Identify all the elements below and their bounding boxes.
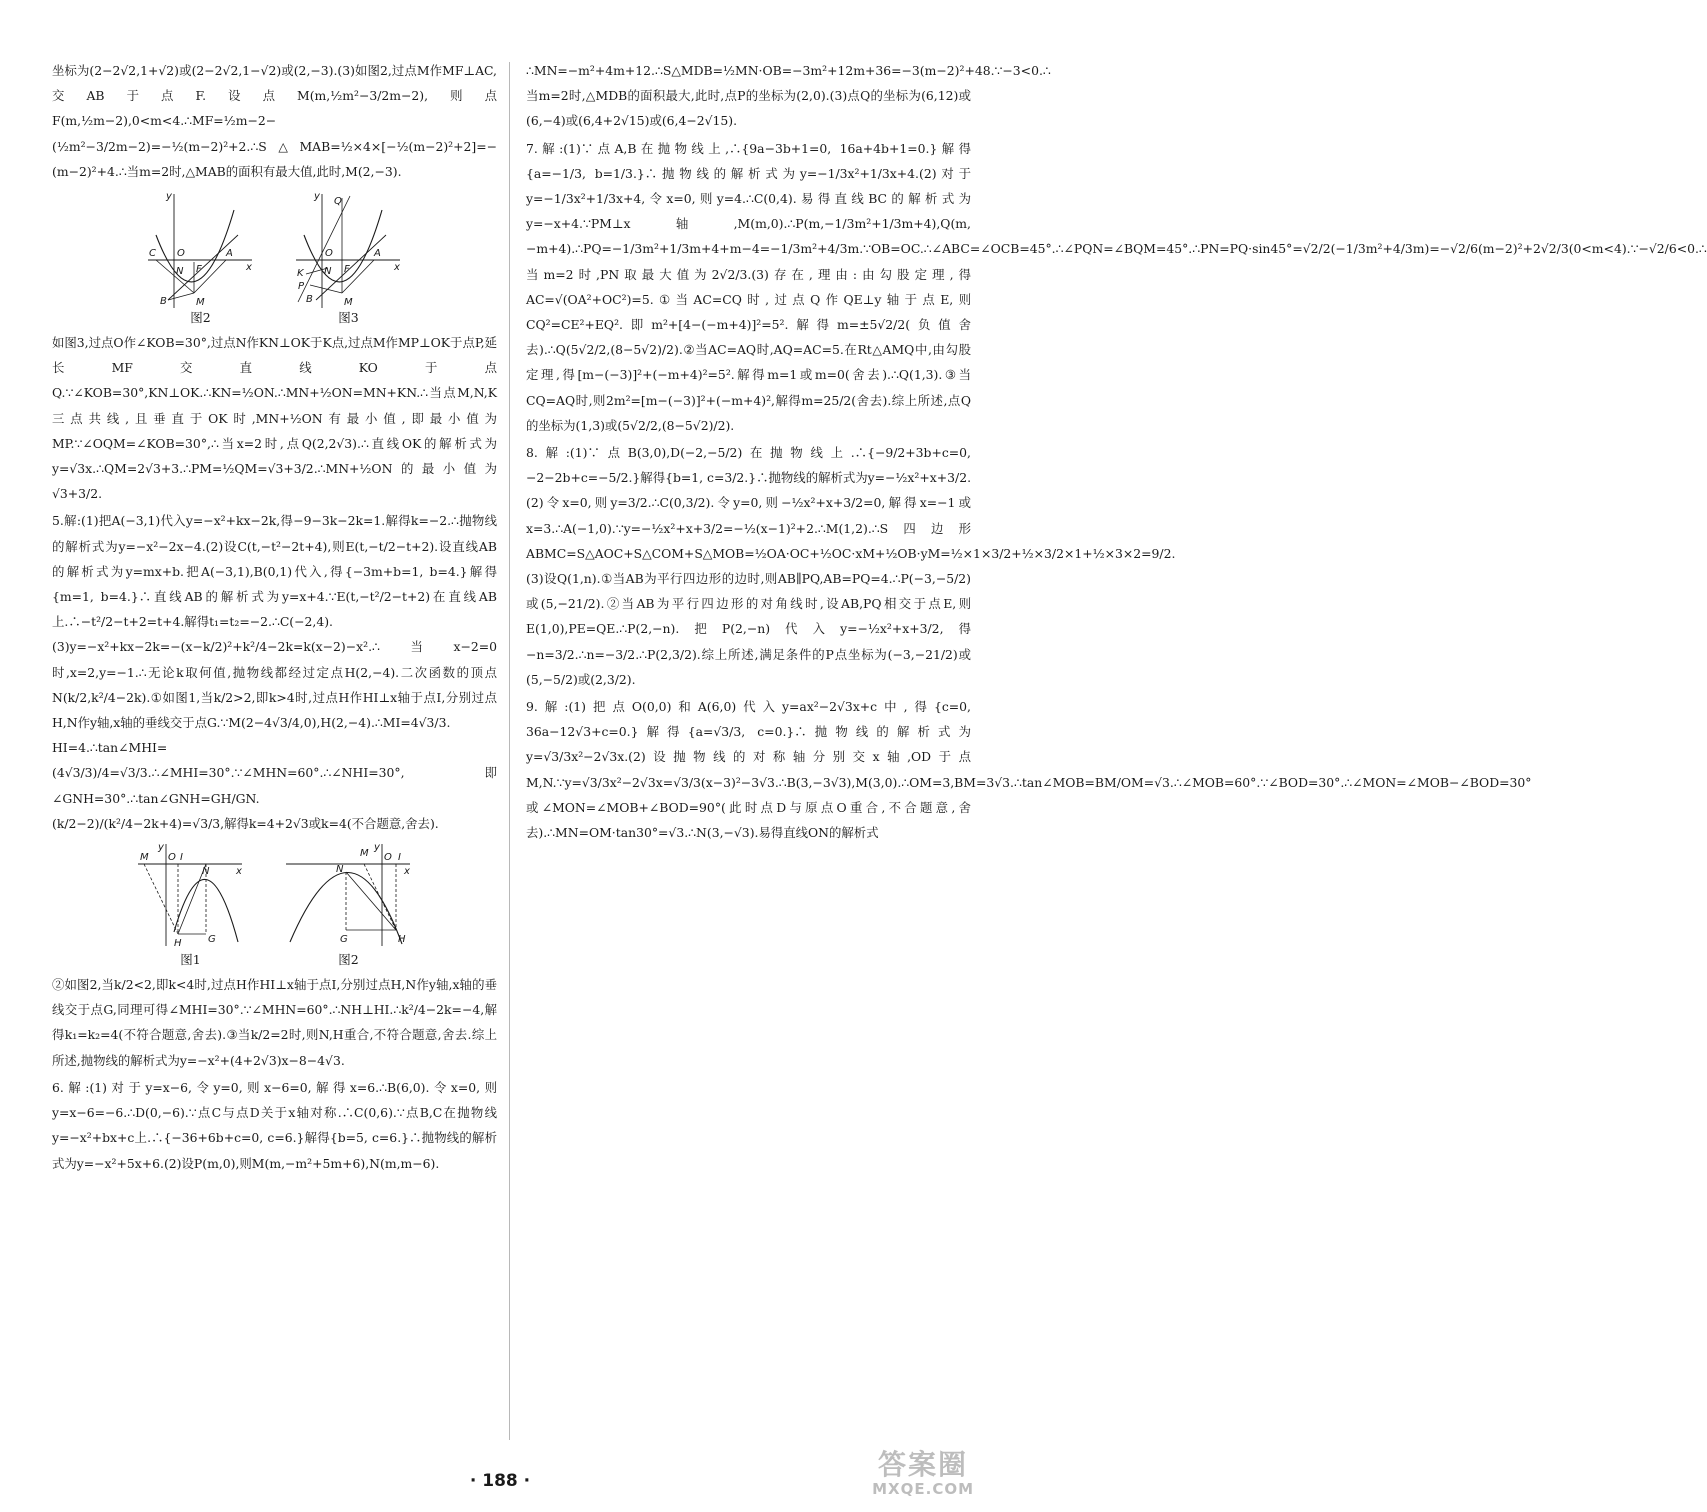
label-o: O [324, 248, 333, 260]
label-o: O [167, 852, 176, 864]
label-f: F [195, 264, 202, 276]
figure-row-top [52, 190, 497, 326]
label-x: x [403, 866, 410, 878]
problem-8: 8.解:(1)∵点B(3,0),D(−2,−5/2)在抛物线上.∴{−9/2+3b+c=0, −2−2b+c=−5/2.}解得{b=1, c=3/2.}∴抛物线的解析式为y=−½x²+x+3/2.(2)令x=0,则y=3/2.∴C(0,3/2).令y=0,则−½x²+x+3/2=0,解得x=−1或x=3.∴A(−1,0).∵y=−½x²+x+3/2=−½(x−1)²+2.∴M(1,2).∴S四边形ABMC=S△AOC+S△COM+S△MOB=½OA·OC+½OC·xM+½OB·yM=½×1×3/2+½×3/2×1+½×3×2=9/2.(3)设Q(1,n).①当AB为平行四边形的边时,则AB∥PQ,AB=PQ=4.∴P(−3,−5/2)或(5,−21/2).②当AB为平行四边形的对角线时,设AB,PQ相交于点E,则E(1,0),PE=QE.∴P(2,−n).把P(2,−n)代入y=−½x²+x+3/2,得−n=3/2.∴n=−3/2.∴P(2,3/2).综上所述,满足条件的P点坐标为(−3,−21/2)或(5,−5/2)或(2,3/2). [526, 445, 1176, 687]
figure-1-bottom [136, 842, 246, 968]
problem-5-part3-c: (k/2−2)/(k²/4−2k+4)=√3/3,解得k=4+2√3或k=4(不合题意,舍去). [52, 815, 439, 831]
figure-1-bottom-svg [136, 842, 246, 952]
left-column [52, 58, 497, 1176]
problem-6: 6.解:(1)对于y=x−6,令y=0,则x−6=0,解得x=6.∴B(6,0).令x=0,则y=x−6=−6.∴D(0,−6).∵点C与点D关于x轴对称.∴C(0,6).∵点B,C在抛物线y=−x²+bx+c上.∴{−36+6b+c=0, c=6.}解得{b=5, c=6.}∴抛物线的解析式为y=−x²+5x+6.(2)设P(m,0),则M(m,−m²+5m+6),N(m,m−6). [52, 1079, 497, 1171]
label-b: B [305, 294, 313, 306]
problem-7: 7.解:(1)∵点A,B在抛物线上,∴{9a−3b+1=0, 16a+4b+1=0.}解得{a=−1/3, b=1/3.}∴抛物线的解析式为y=−1/3x²+1/3x+4.(2)对于y=−1/3x²+1/3x+4,令x=0,则y=4.∴C(0,4).易得直线BC的解析式为y=−x+4.∵PM⊥x轴,M(m,0).∴P(m,−1/3m²+1/3m+4),Q(m,−m+4).∴PQ=−1/3m²+1/3m+4+m−4=−1/3m²+4/3m.∵OB=OC.∴∠ABC=∠OCB=45°.∴∠PQN=∠BQM=45°.∴PN=PQ·sin45°=√2/2(−1/3m²+4/3m)=−√2/6(m−2)²+2√2/3(0<m<4).∵−√2/6<0.∴当m=2时,PN取最大值为2√2/3.(3)存在,理由:由勾股定理,得AC=√(OA²+OC²)=5.①当AC=CQ时,过点Q作QE⊥y轴于点E,则CQ²=CE²+EQ².即m²+[4−(−m+4)]²=5².解得m=±5√2/2(负值舍去).∴Q(5√2/2,(8−5√2)/2).②当AC=AQ时,AQ=AC=5.在Rt△AMQ中,由勾股定理,得[m−(−3)]²+(−m+4)²=5².解得m=1或m=0(舍去).∴Q(1,3).③当CQ=AQ时,则2m²=[m−(−3)]²+(−m+4)²,解得m=25/2(舍去).综上所述,点Q的坐标为(1,3)或(5√2/2,(8−5√2)/2). [526, 140, 1707, 433]
page-number: · 188 · [469, 1471, 531, 1491]
label-f: F [343, 264, 350, 276]
label-c: C [148, 248, 156, 260]
label-n: N [323, 266, 331, 278]
label-x: x [235, 866, 242, 878]
figure-2-bottom [284, 842, 414, 968]
label-g: G [339, 934, 348, 946]
label-o: O [176, 248, 185, 260]
label-h: H [397, 934, 406, 946]
watermark [872, 1450, 974, 1498]
label-k: K [296, 268, 304, 280]
label-i: I [397, 852, 401, 864]
problem-4-figure3-text: 如图3,过点O作∠KOB=30°,过点N作KN⊥OK于K点,过点M作MP⊥OK于点P,延长MF交直线KO于点Q.∵∠KOB=30°,KN⊥OK.∴KN=½ON.∴MN+½ON=MN+KN.∴当点M,N,K三点共线,且垂直于OK时,MN+½ON有最小值,即最小值为MP.∵∠OQM=∠KOB=30°,∴当x=2时,点Q(2,2√3).∴直线OK的解析式为y=√3x.∴QM=2√3+3.∴PM=½QM=√3+3/2.∴MN+½ON的最小值为√3+3/2. [52, 335, 497, 502]
label-m: M [359, 848, 369, 860]
problem-5-part3-b: HI=4.∴tan∠MHI=(4√3/3)/4=√3/3.∴∠MHI=30°.∵∠MHN=60°.∴∠NHI=30°,即∠GNH=30°.∴tan∠GNH=GH/GN. [52, 740, 497, 806]
right-column [526, 58, 1707, 845]
label-q: Q [333, 196, 342, 208]
figure-2-bottom-svg [284, 842, 414, 952]
problem-5: 5.解:(1)把A(−3,1)代入y=−x²+kx−2k,得−9−3k−2k=1.解得k=−2.∴抛物线的解析式为y=−x²−2x−4.(2)设C(t,−t²−2t+4),则E(t,−t/2−t+2).设直线AB的解析式为y=mx+b.把A(−3,1),B(0,1)代入,得{−3m+b=1, b=4.}解得{m=1, b=4.}∴直线AB的解析式为y=x+4.∵E(t,−t²/2−t+2)在直线AB上.∴−t²/2−t+2=t+4.解得t₁=t₂=−2.∴C(−2,4). [52, 513, 497, 630]
label-y: y [157, 842, 164, 854]
watermark-url: MXQE.COM [872, 1480, 974, 1498]
label-n: N [201, 866, 209, 878]
figure-2-top-svg [146, 190, 256, 310]
label-b: B [159, 296, 167, 308]
label-y: y [165, 191, 172, 203]
segment-pm [310, 285, 342, 293]
figure-row-bottom [52, 842, 497, 968]
label-x: x [245, 262, 252, 274]
label-i: I [179, 852, 183, 864]
label-y: y [373, 842, 380, 854]
figure-3-caption: 图3 [338, 310, 359, 326]
watermark-logo: 答案圈 [878, 1448, 969, 1481]
label-m: M [343, 297, 353, 309]
label-m: M [139, 852, 149, 864]
segment-mh [144, 864, 178, 934]
figure-1-caption: 图1 [180, 952, 201, 968]
parabola [156, 210, 234, 282]
label-a: A [225, 248, 233, 260]
figure-2-caption: 图2 [190, 310, 211, 326]
segment-nh [346, 872, 396, 930]
label-p: P [297, 281, 304, 293]
problem-4-continuation: 坐标为(2−2√2,1+√2)或(2−2√2,1−√2)或(2,−3).(3)如图2,过点M作MF⊥AC,交AB于点F.设点M(m,½m²−3/2m−2),则点F(m,½m−2),0<m<4.∴MF=½m−2−(½m²−3/2m−2)=−½(m−2)²+2.∴S△MAB=½×4×[−½(m−2)²+2]=−(m−2)²+4.∴当m=2时,△MAB的面积有最大值,此时,M(2,−3). [52, 63, 497, 179]
problem-6-continuation: ∴MN=−m²+4m+12.∴S△MDB=½MN·OB=−3m²+12m+36=−3(m−2)²+48.∵−3<0.∴当m=2时,△MDB的面积最大,此时,点P的坐标为(2,0).(3)点Q的坐标为(6,12)或(6,−4)或(6,4+2√15)或(6,4−2√15). [526, 63, 1051, 129]
figure-3-top [294, 190, 404, 326]
label-h: H [173, 938, 182, 950]
problem-5-part3-case2: ②如图2,当k/2<2,即k<4时,过点H作HI⊥x轴于点I,分别过点H,N作y轴,x轴的垂线交于点G,同理可得∠MHI=30°.∵∠MHN=60°.∴NH⊥HI.∴k²/4−2k=−4,解得k₁=k₂=4(不符合题意,舍去).③当k/2=2时,则N,H重合,不符合题意,舍去.综上所述,抛物线的解析式为y=−x²+(4+2√3)x−8−4√3. [52, 977, 497, 1068]
label-y: y [313, 191, 320, 203]
label-n: N [335, 864, 343, 876]
label-m: M [195, 297, 205, 309]
segment-mh [364, 864, 396, 930]
label-n: N [175, 266, 183, 278]
problem-5-part3: (3)y=−x²+kx−2k=−(x−k/2)²+k²/4−2k=k(x−2)−x².∴当x−2=0时,x=2,y=−1.∴无论k取何值,抛物线都经过定点H(2,−4).二次函数的顶点N(k/2,k²/4−2k).①如图1,当k/2>2,即k>4时,过点H作HI⊥x轴于点I,分别过点H,N作y轴,x轴的垂线交于点G.∵M(2−4√3/4,0),H(2,−4).∴MI=4√3/3. [52, 639, 497, 731]
figure-2-top [146, 190, 256, 326]
figure-3-top-svg [294, 190, 404, 310]
column-divider [509, 62, 510, 1440]
problem-9: 9.解:(1)把点O(0,0)和A(6,0)代入y=ax²−2√3x+c中,得{c=0, 36a−12√3+c=0.}解得{a=√3/3, c=0.}∴抛物线的解析式为y=√3/3x²−2√3x.(2)设抛物线的对称轴分别交x轴,OD于点M,N.∵y=√3/3x²−2√3x=√3/3(x−3)²−3√3.∴B(3,−3√3),M(3,0).∴OM=3,BM=3√3.∴tan∠MOB=BM/OM=√3.∴∠MOB=60°.∵∠BOD=30°.∴∠MON=∠MOB−∠BOD=30°或∠MON=∠MOB+∠BOD=90°(此时点D与原点O重合,不合题意,舍去).∴MN=OM·tan30°=√3.∴N(3,−√3).易得直线ON的解析式 [526, 699, 1532, 841]
label-g: G [207, 934, 216, 946]
label-o: O [383, 852, 392, 864]
label-x: x [393, 262, 400, 274]
segment-cm [156, 260, 194, 293]
label-a: A [373, 248, 381, 260]
figure-2b-caption: 图2 [338, 952, 359, 968]
